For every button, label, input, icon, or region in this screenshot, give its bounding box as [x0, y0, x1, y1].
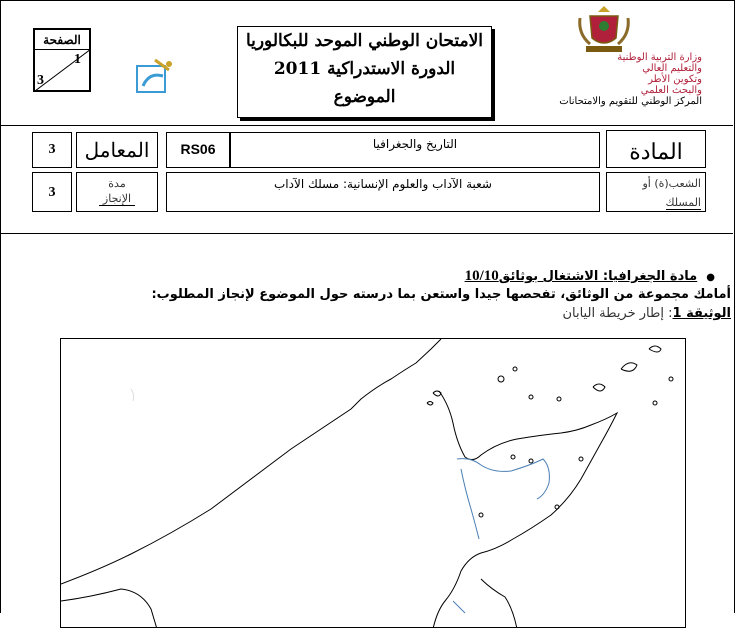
- exam-title-line2: الدورة الاستدراكية 2011: [273, 59, 456, 79]
- document-title: : إطار خريطة اليابان: [562, 306, 673, 321]
- exam-title-box: [237, 26, 492, 118]
- section-heading: ● مادة الجغرافيا: الاشتغال بوثائق10/10: [464, 268, 715, 284]
- duration-label-2: الإنجاز: [99, 192, 135, 206]
- coefficient-value: 3: [32, 132, 72, 168]
- exam-title-line3: الموضوع: [333, 87, 396, 107]
- document-label: الوثيقة 1: [672, 306, 731, 321]
- ministry-line: وتكوين الأطر: [648, 74, 702, 85]
- coat-of-arms-icon: [576, 4, 632, 54]
- section-score: 10/10: [464, 268, 499, 284]
- instruction-text: أمامك مجموعة من الوثائق، تفحصها جيدا واستعن بما درسته حول الموضوع لإنجاز المطلوب:: [151, 287, 731, 302]
- subject-name: التاريخ والجغرافيا: [230, 132, 600, 168]
- ministry-name: [532, 52, 702, 107]
- duration-value: 3: [32, 172, 72, 212]
- document-caption: [331, 306, 731, 321]
- japan-outline-map: [60, 338, 686, 628]
- section-title: مادة الجغرافيا: الاشتغال بوثائق: [498, 269, 698, 284]
- header-rule: [0, 125, 733, 126]
- page-number-box: [33, 28, 91, 92]
- table-bottom-rule: [0, 233, 733, 234]
- subject-label: المادة: [606, 130, 706, 168]
- branch-label-1: الشعب(ة) أو: [642, 177, 701, 190]
- subject-code: RS06: [166, 132, 230, 168]
- page-number: 1: [74, 52, 81, 67]
- coefficient-label: المعامل: [76, 132, 158, 168]
- ministry-line: والتعليم العالي: [642, 63, 702, 74]
- branch-label-2: المسلك: [665, 196, 701, 209]
- ministry-line: وزارة التربية الوطنية: [617, 52, 702, 63]
- exam-center-name: المركز الوطني للتقويم والامتحانات: [559, 96, 702, 107]
- exam-center-logo-icon: [135, 56, 175, 96]
- duration-label-1: مدة: [108, 177, 126, 190]
- duration-label: [76, 172, 158, 212]
- branch-label: [606, 172, 706, 212]
- ministry-line: والبحث العلمي: [640, 85, 702, 96]
- page-label: الصفحة: [35, 31, 89, 50]
- map-drawing: [61, 339, 686, 628]
- branch-name: شعبة الآداب والعلوم الإنسانية: مسلك الآداب: [166, 172, 600, 212]
- page-total: 3: [37, 73, 44, 88]
- exam-title-line1: الامتحان الوطني الموحد للبكالوريا: [245, 31, 484, 51]
